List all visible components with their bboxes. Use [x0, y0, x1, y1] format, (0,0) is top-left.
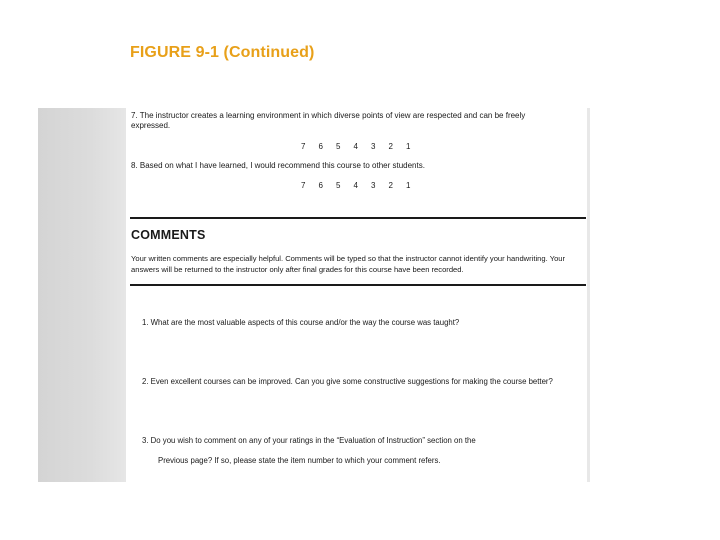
rating-option: 6	[318, 181, 323, 190]
rating-option: 6	[318, 142, 323, 151]
comment-question-2: 2. Even excellent courses can be improved. Can you give some constructive suggestions for making the course better?	[142, 377, 553, 386]
rating-option: 3	[371, 142, 376, 151]
rating-option: 3	[371, 181, 376, 190]
item-7-text-line1: 7. The instructor creates a learning environment in which diverse points of view are respected and can be freely	[131, 111, 526, 120]
item-8-rating-scale	[301, 181, 424, 190]
item-7-text-line2: expressed.	[131, 121, 171, 130]
rating-option: 7	[301, 142, 306, 151]
comment-question-3-line2: Previous page? If so, please state the item number to which your comment refers.	[158, 456, 441, 465]
scanned-form-page	[38, 108, 590, 482]
rating-option: 1	[406, 142, 411, 151]
form-document	[130, 108, 586, 482]
comments-intro	[131, 254, 581, 275]
rating-option: 5	[336, 142, 341, 151]
figure-title: FIGURE 9-1 (Continued)	[130, 44, 315, 61]
rating-option: 4	[353, 181, 358, 190]
comment-question-3-line1: 3. Do you wish to comment on any of your ratings in the “Evaluation of Instruction” section on the	[142, 436, 476, 445]
rating-option: 2	[388, 142, 393, 151]
scan-left-margin	[38, 108, 126, 482]
rating-option: 1	[406, 181, 411, 190]
item-7-rating-scale	[301, 142, 424, 151]
section-divider-top	[130, 217, 586, 219]
rating-option: 7	[301, 181, 306, 190]
comments-heading: COMMENTS	[131, 228, 206, 242]
rating-option: 4	[353, 142, 358, 151]
comments-intro-line2: answers will be returned to the instructor only after final grades for this course have been recorded.	[131, 264, 464, 274]
section-divider-bottom	[130, 284, 586, 286]
comments-intro-line1: Your written comments are especially helpful. Comments will be typed so that the instructor cannot identify your handwriting. Your	[131, 254, 566, 263]
comment-question-1: 1. What are the most valuable aspects of this course and/or the way the course was taught?	[142, 318, 460, 327]
rating-option: 5	[336, 181, 341, 190]
scan-right-edge	[587, 108, 590, 482]
rating-option: 2	[388, 181, 393, 190]
item-8-text: 8. Based on what I have learned, I would recommend this course to other students.	[131, 161, 425, 170]
